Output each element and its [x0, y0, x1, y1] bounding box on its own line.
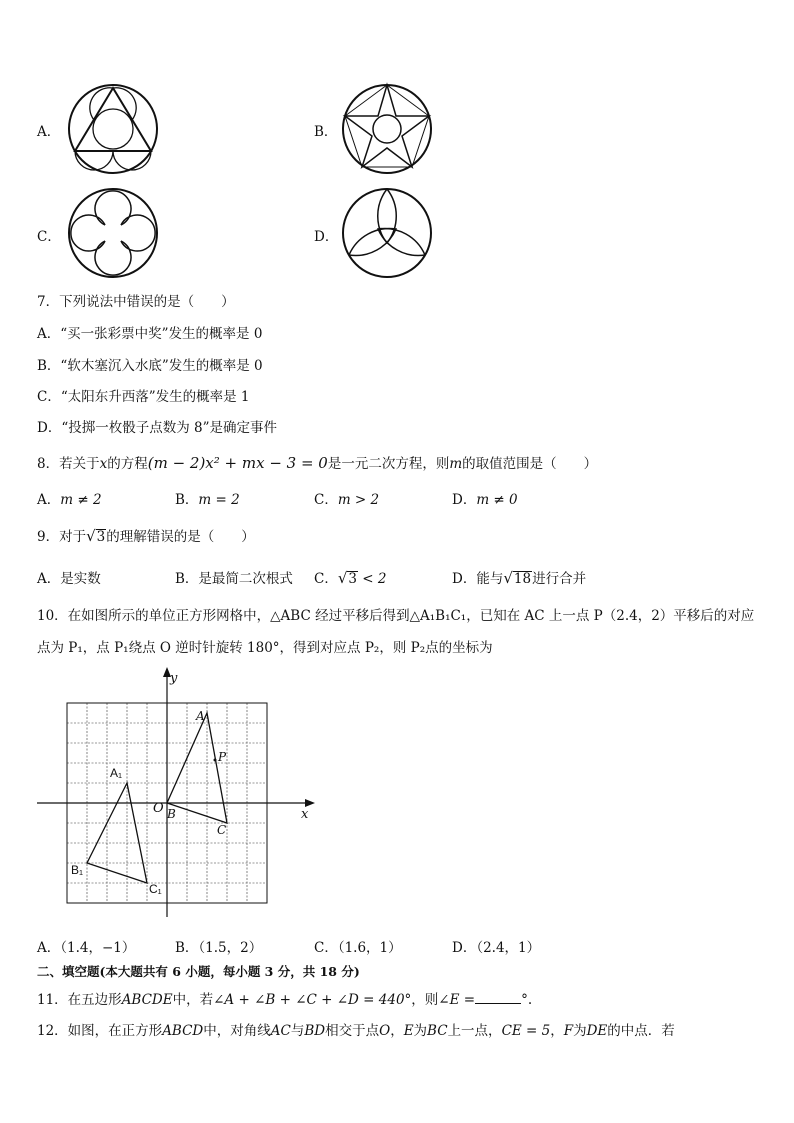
q12-e: E [403, 1023, 414, 1039]
q9-choice-d [452, 567, 586, 587]
q8-stem-after: 是一元二次方程，则 [327, 456, 450, 472]
q9-stem-after: 的理解错误的是（ ） [106, 529, 255, 545]
q10-label-b: B [167, 807, 176, 821]
q9-choice-c-rest: < 2 [358, 571, 387, 587]
q12-square: ABCD [162, 1023, 204, 1039]
q8-choice-a-math: m ≠ 2 [60, 492, 102, 508]
q8-choice-d [452, 488, 518, 508]
q12-ac: AC [270, 1023, 291, 1039]
q10-label-c1: C₁ [149, 882, 162, 896]
q8-stem-before: 8．若关于 [37, 456, 100, 472]
q8-choice-c-math: m > 2 [337, 492, 380, 508]
section-2-title: 二、填空题(本大题共有 6 小题，每小题 3 分，共 18 分) [37, 964, 360, 979]
q12-t7: 上一点， [447, 1023, 502, 1039]
q9-choice-c-label: C． [314, 571, 338, 587]
q8-choice-d-math: m ≠ 0 [476, 492, 518, 508]
q12-t9: 为 [573, 1023, 587, 1039]
q10-label-a1: A₁ [110, 766, 123, 780]
q10-line-1: 10．在如图所示的单位正方形网格中，△ABC 经过平移后得到△A₁B₁C₁，已知在 AC 上一点 P（2.4，2）平移后的对应 [37, 608, 755, 624]
q12-bc: BC [427, 1023, 448, 1039]
q11-after: ，则 [411, 992, 439, 1008]
q8-choice-a [37, 488, 102, 508]
q6-figure-b [341, 83, 433, 175]
q10-choice-c: C．（1.6，1） [314, 940, 402, 956]
q10-line-2: 点为 P₁，点 P₁绕点 O 逆时针旋转 180°，得到对应点 P₂，则 P₂点的坐标为 [37, 640, 493, 656]
q9-radicand: 3 [96, 529, 106, 545]
q10-label-p: P [218, 750, 227, 764]
q7-choice-d: D．“投掷一枚骰子点数为 8”是确定事件 [37, 420, 278, 436]
q7-choice-a: A．“买一张彩票中奖”发生的概率是 0 [37, 326, 263, 342]
q12-f: F [563, 1023, 574, 1039]
q8-stem-end: 的取值范围是（ ） [462, 456, 598, 472]
sqrt-icon: √ [86, 527, 96, 545]
q8-choice-d-label: D． [452, 492, 477, 508]
q8-choice-c [314, 488, 379, 508]
q11-equation: ∠A + ∠B + ∠C + ∠D = 440° [213, 992, 412, 1008]
q8-stem-mid: 的方程 [107, 456, 148, 472]
q8-choice-b [175, 488, 240, 508]
q6-option-c-label: C． [37, 229, 61, 245]
q10-label-x: x [301, 807, 309, 822]
q11-ask: ∠E = [438, 992, 476, 1008]
q10-choice-b: B．（1.5，2） [175, 940, 263, 956]
q11-before: 11．在五边形 [37, 992, 122, 1008]
q8-var-m: m [449, 456, 463, 472]
q8-choice-b-label: B． [175, 492, 199, 508]
q12-line [37, 1019, 675, 1039]
q12-t10: 的中点．若 [607, 1023, 675, 1039]
q9-choice-c-radicand: 3 [348, 571, 357, 587]
point-p [214, 759, 217, 762]
q8-choice-b-math: m = 2 [198, 492, 240, 508]
q10-label-c: C [217, 823, 227, 837]
q12-t2: 中，对角线 [203, 1023, 271, 1039]
q9-choice-d-label: D．能与 [452, 571, 504, 587]
q9-choice-d-rest: 进行合并 [532, 571, 587, 587]
q12-t3: 与 [290, 1023, 305, 1039]
q12-t6: 为 [413, 1023, 428, 1039]
q6-figure-a [67, 83, 159, 175]
q10-choice-a: A．（1.4，−1） [37, 940, 136, 956]
q12-ce: CE = 5 [501, 1023, 551, 1039]
q10-label-y: y [170, 671, 178, 686]
q12-bd: BD [304, 1023, 326, 1039]
q12-t8: ， [550, 1023, 564, 1039]
q9-stem [37, 525, 255, 545]
q9-choice-b: B．是最简二次根式 [175, 571, 293, 587]
q9-choice-d-radicand: 18 [513, 571, 532, 587]
q7-choice-c: C．“太阳东升西落”发生的概率是 1 [37, 389, 250, 405]
q8-var-x: x [99, 456, 108, 472]
sqrt-icon: √ [503, 569, 513, 587]
q12-o: O [379, 1023, 391, 1039]
q11-shape: ABCDE [121, 992, 173, 1008]
q11-mid: 中，若 [172, 992, 214, 1008]
q12-t4: 相交于点 [325, 1023, 380, 1039]
q10-choice-d: D．（2.4，1） [452, 940, 541, 956]
q9-choice-c [314, 567, 386, 587]
q8-choice-c-label: C． [314, 492, 338, 508]
q9-choice-a: A．是实数 [37, 571, 101, 587]
q11-unit: °. [521, 992, 533, 1008]
q6-option-a-label: A． [37, 124, 61, 140]
q9-stem-before: 9．对于 [37, 529, 87, 545]
q6-figure-c [67, 187, 159, 279]
q8-choice-a-label: A． [37, 492, 61, 508]
q8-equation: (m − 2)x² + mx − 3 = 0 [147, 454, 328, 472]
q10-label-a: A [196, 709, 205, 723]
q6-figure-d [341, 187, 433, 279]
q7-stem: 7．下列说法中错误的是（ ） [37, 294, 235, 310]
triangle-a1b1c1 [87, 783, 147, 883]
q10-label-b1: B₁ [71, 863, 84, 877]
q6-option-d-label: D． [314, 229, 339, 245]
q12-t1: 12．如图，在正方形 [37, 1023, 163, 1039]
q12-de: DE [586, 1023, 608, 1039]
sqrt-icon: √ [337, 569, 348, 587]
q12-t5: ， [390, 1023, 404, 1039]
q11-answer-blank[interactable] [475, 991, 521, 1004]
q7-choice-b: B．“软木塞沉入水底”发生的概率是 0 [37, 358, 263, 374]
x-axis-arrow-icon [305, 799, 315, 807]
q10-label-origin: O [153, 801, 164, 816]
q11-line [37, 988, 532, 1008]
q6-option-b-label: B． [314, 124, 338, 140]
triangle-abc [167, 713, 227, 823]
q8-stem [37, 452, 597, 472]
q10-coordinate-figure [35, 665, 325, 925]
